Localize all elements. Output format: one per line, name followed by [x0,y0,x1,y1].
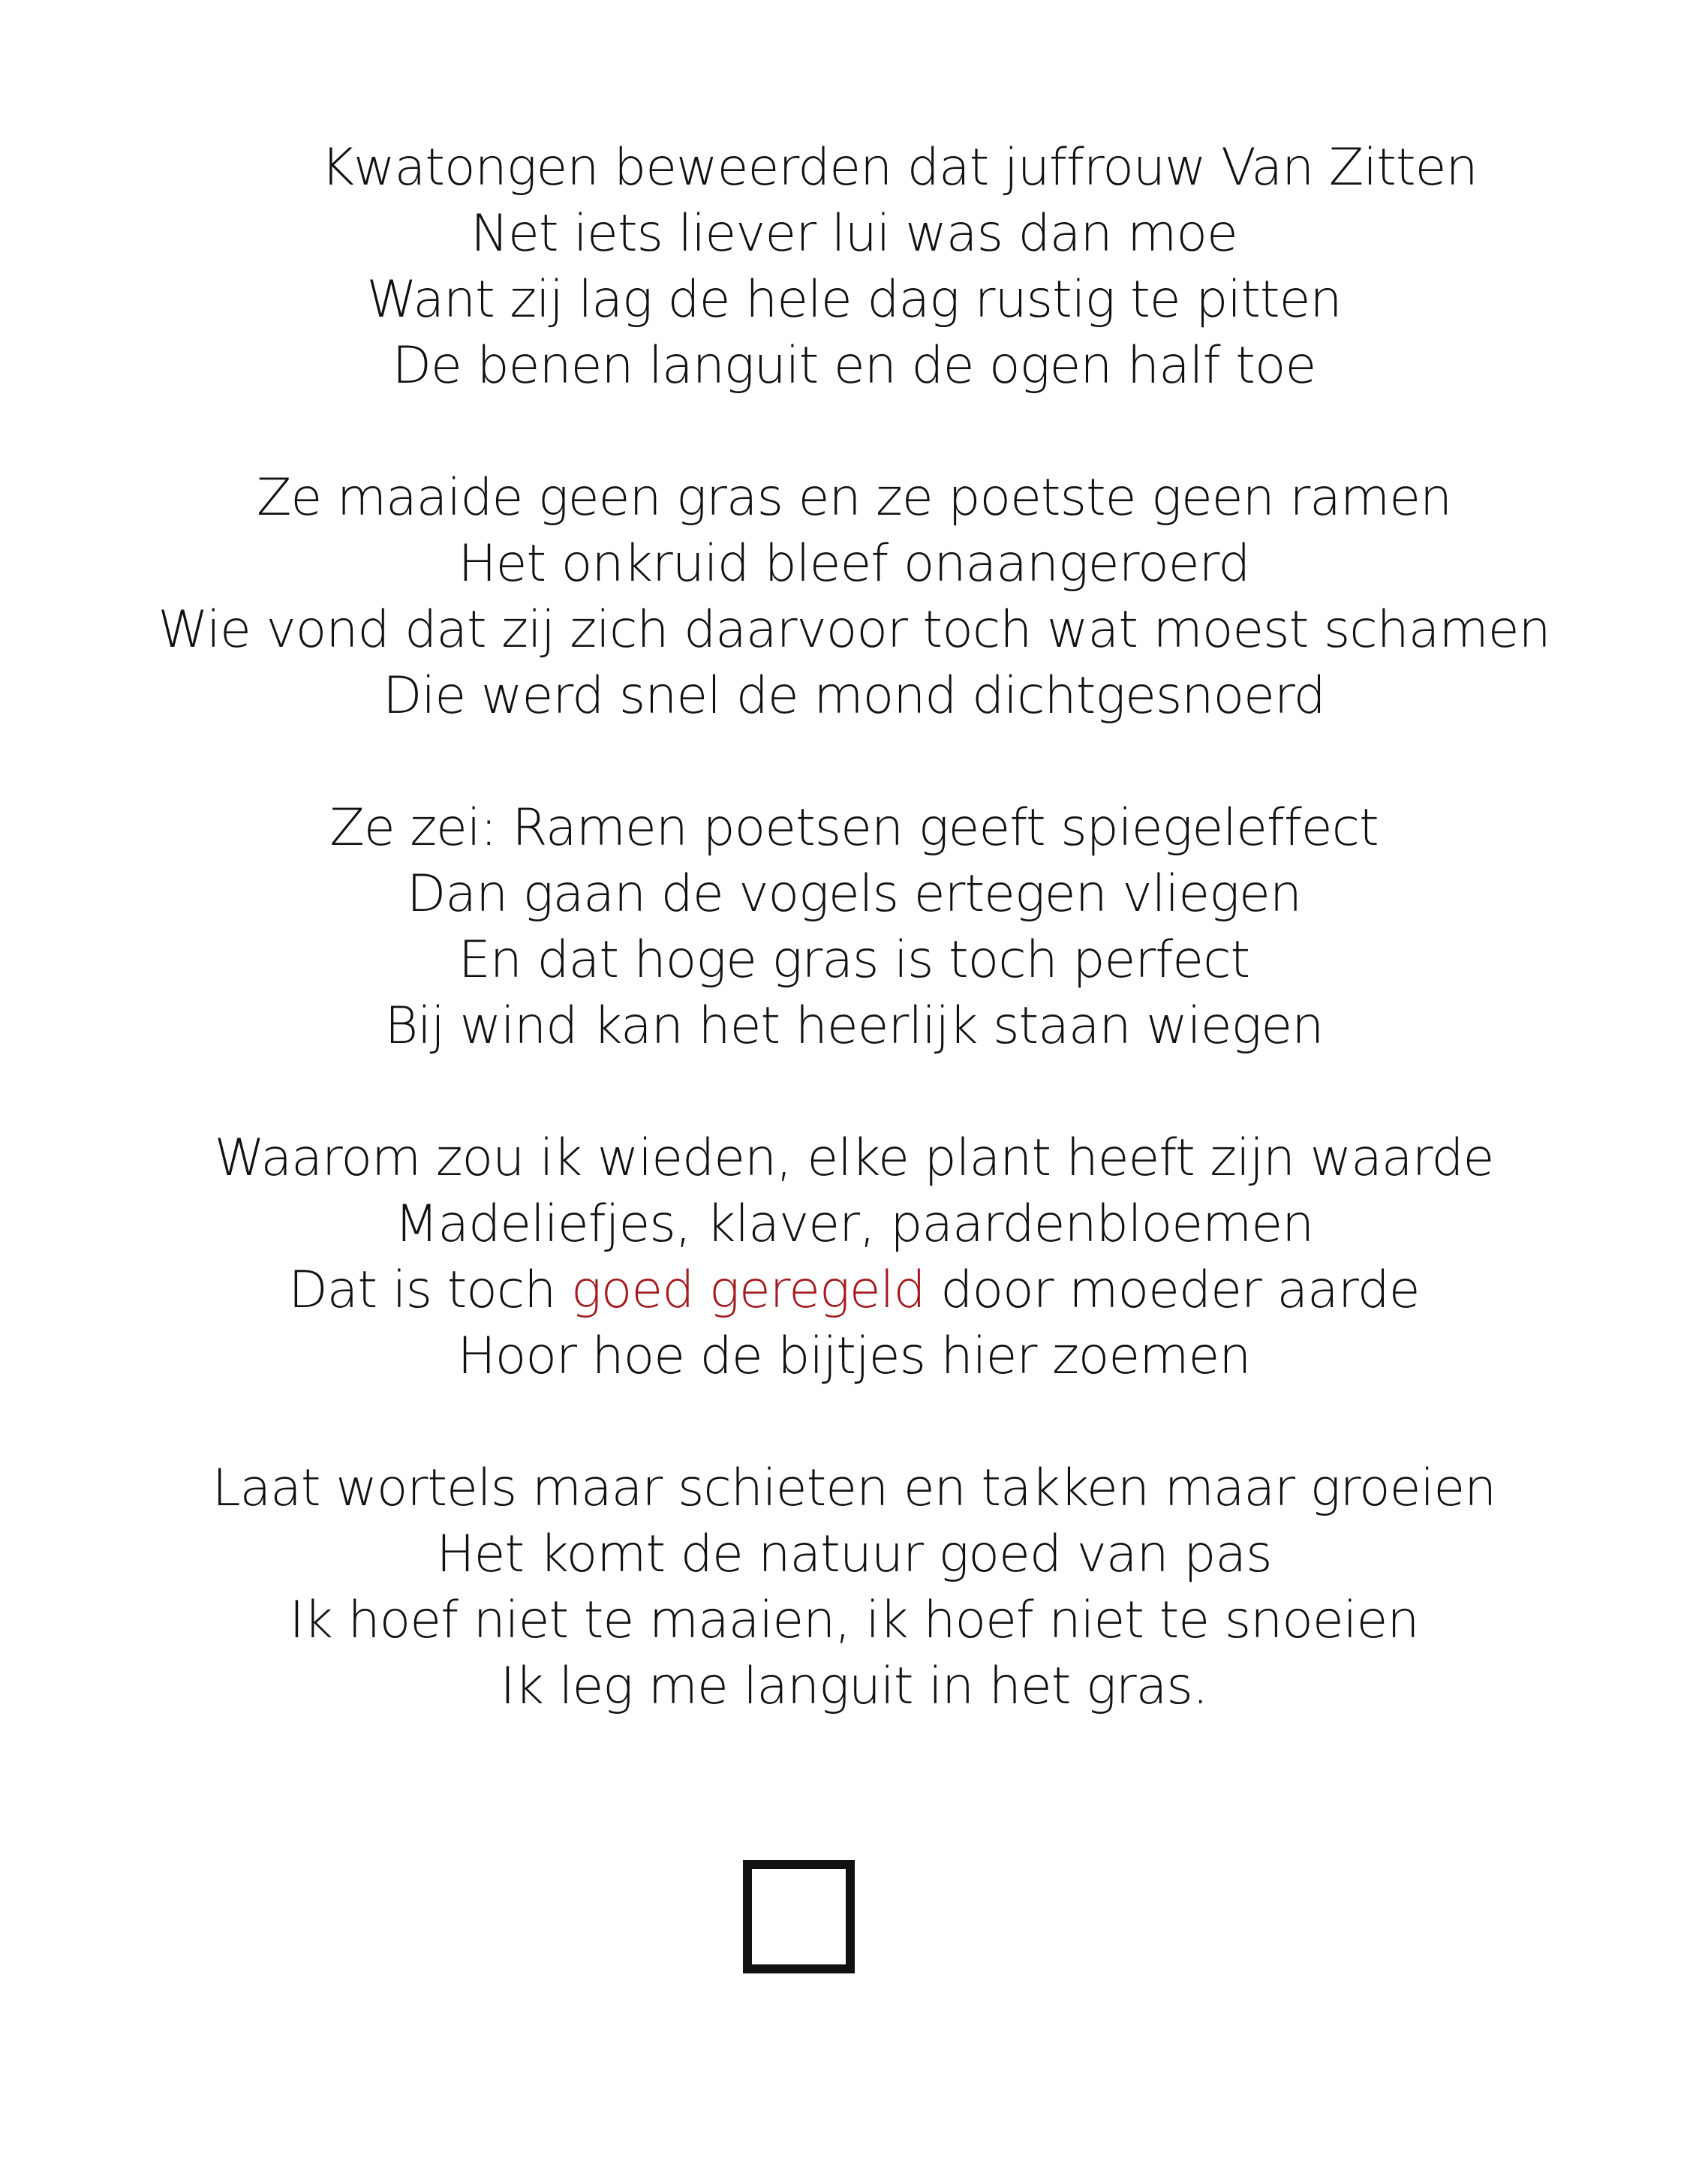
poem-line: Want zij lag de hele dag rustig te pitten [366,270,1342,329]
poem-line: Madeliefjes, klaver, paardenbloemen [394,1195,1314,1254]
line-text: Dat is toch [288,1261,571,1320]
poem-line: Waarom zou ik wieden, elke plant heeft zijn waarde [214,1129,1494,1188]
poem-line: Hoor hoe de bijtjes hier zoemen [457,1327,1251,1386]
poem-line: Ze zei: Ramen poetsen geeft spiegeleffect [329,798,1379,858]
poem-line: Het komt de natuur goed van pas [436,1525,1272,1584]
poem-line: Kwatongen beweerden dat juffrouw Van Zitten [320,138,1478,197]
poem-line: Die werd snel de mond dichtgesnoerd [383,666,1325,726]
poem-line: En dat hoge gras is toch perfect [458,930,1250,990]
poem-line: Net iets liever lui was dan moe [471,204,1237,263]
poem-line: Ze maaide geen gras en ze poetste geen ramen [256,468,1452,527]
end-square-icon [743,1860,855,1973]
poem-line: Bij wind kan het heerlijk staan wiegen [384,996,1324,1056]
highlighted-phrase: goed geregeld [571,1261,925,1320]
poem-line: Ik hoef niet te maaien, ik hoef niet te snoeien [289,1591,1419,1650]
poem-line: Het onkruid bleef onaangeroerd [458,534,1250,594]
poem-line: Dan gaan de vogels ertegen vliegen [407,864,1301,924]
poem-line: De benen languit en de ogen half toe [392,336,1316,395]
poem-line: Laat wortels maar schieten en takken maar groeien [212,1459,1496,1518]
poem-line-highlighted [0,1258,1708,1324]
poem-line: Ik leg me languit in het gras. [500,1657,1208,1716]
poem-line: Wie vond dat zij zich daarvoor toch wat moest schamen [158,600,1550,660]
line-text: door moeder aarde [925,1261,1420,1320]
